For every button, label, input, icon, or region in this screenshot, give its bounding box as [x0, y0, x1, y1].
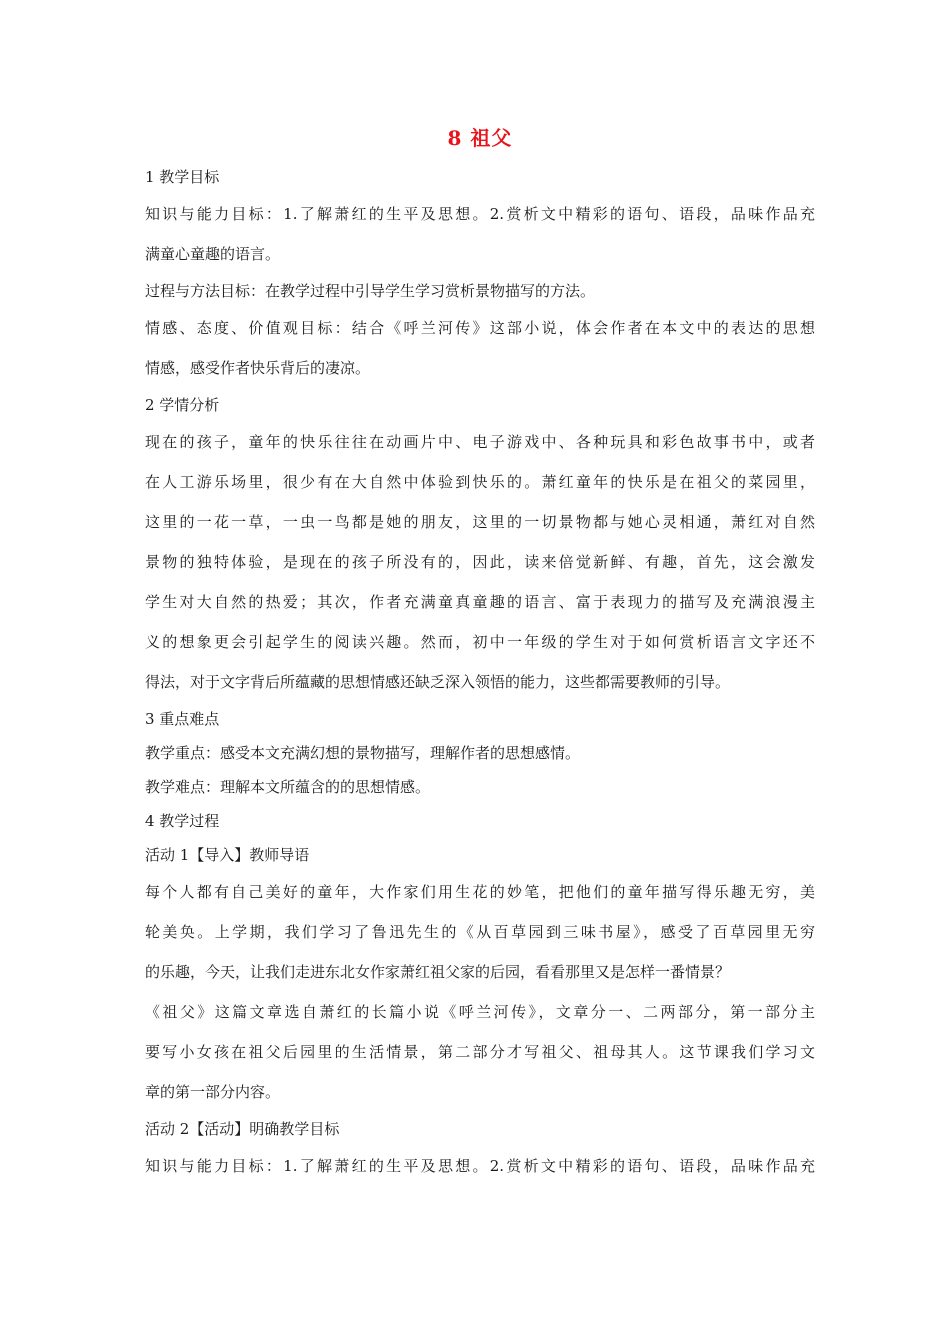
paragraph-student-analysis — [145, 422, 815, 702]
paragraph-knowledge-goal-repeat — [145, 1146, 815, 1186]
paragraph-difficult-point — [145, 770, 815, 804]
text-line: 《祖父》这篇文章选自萧红的长篇小说《呼兰河传》，文章分一、二两部分，第一部分主 — [145, 1003, 815, 1021]
text-line: 过程与方法目标：在教学过程中引导学生学习赏析景物描写的方法。 — [145, 282, 596, 300]
text-line: 章的第一部分内容。 — [145, 1083, 281, 1101]
text-line: 在人工游乐场里，很少有在大自然中体验到快乐的。萧红童年的快乐是在祖父的菜园里， — [145, 473, 815, 491]
text-line: 情感、态度、价值观目标：结合《呼兰河传》这部小说，体会作者在本文中的表达的思想 — [145, 319, 815, 337]
text-line: 知识与能力目标：1.了解萧红的生平及思想。2.赏析文中精彩的语句、语段，品味作品充 — [145, 205, 815, 223]
text-line: 现在的孩子，童年的快乐往往在动画片中、电子游戏中、各种玩具和彩色故事书中，或者 — [145, 433, 815, 451]
text-line: 景物的独特体验，是现在的孩子所没有的，因此，读来倍觉新鲜、有趣，首先，这会激发 — [145, 553, 815, 571]
text-line: 情感，感受作者快乐背后的凄凉。 — [145, 359, 371, 377]
text-line: 义的想象更会引起学生的阅读兴趣。然而，初中一年级的学生对于如何赏析语言文字还不 — [145, 633, 815, 651]
section-heading-key-points: 3 重点难点 — [145, 710, 220, 728]
text-line: 教学难点：理解本文所蕴含的的思想情感。 — [145, 778, 431, 796]
text-line: 要写小女孩在祖父后园里的生活情景，第二部分才写祖父、祖母其人。这节课我们学习文 — [145, 1043, 815, 1061]
text-line: 得法，对于文字背后所蕴藏的思想情感还缺乏深入领悟的能力，这些都需要教师的引导。 — [145, 673, 731, 691]
section-heading-student-analysis: 2 学情分析 — [145, 396, 220, 414]
text-line: 轮美奂。上学期，我们学习了鲁迅先生的《从百草园到三味书屋》，感受了百草园里无穷 — [145, 923, 815, 941]
text-line: 每个人都有自己美好的童年，大作家们用生花的妙笔，把他们的童年描写得乐趣无穷，美 — [145, 883, 815, 901]
document-page — [145, 120, 815, 1186]
text-line: 教学重点：感受本文充满幻想的景物描写，理解作者的思想感情。 — [145, 744, 581, 762]
paragraph-knowledge-goal — [145, 194, 815, 274]
activity-heading-goals: 活动 2【活动】明确教学目标 — [145, 1120, 340, 1138]
paragraph-text-source — [145, 992, 815, 1112]
paragraph-key-point — [145, 736, 815, 770]
section-heading-teaching-goals: 1 教学目标 — [145, 168, 220, 186]
section-heading-teaching-process: 4 教学过程 — [145, 812, 220, 830]
activity-heading-intro: 活动 1【导入】教师导语 — [145, 846, 310, 864]
text-line: 知识与能力目标：1.了解萧红的生平及思想。2.赏析文中精彩的语句、语段，品味作品充 — [145, 1157, 815, 1175]
paragraph-process-goal — [145, 274, 815, 308]
paragraph-emotion-goal — [145, 308, 815, 388]
text-line: 的乐趣，今天，让我们走进东北女作家萧红祖父家的后园，看看那里又是怎样一番情景？ — [145, 963, 731, 981]
paragraph-teacher-intro — [145, 872, 815, 992]
text-line: 这里的一花一草，一虫一鸟都是她的朋友，这里的一切景物都与她心灵相通，萧红对自然 — [145, 513, 815, 531]
text-line: 学生对大自然的热爱；其次，作者充满童真童趣的语言、富于表现力的描写及充满浪漫主 — [145, 593, 815, 611]
document-title: 8 祖父 — [447, 126, 513, 150]
text-line: 满童心童趣的语言。 — [145, 245, 281, 263]
